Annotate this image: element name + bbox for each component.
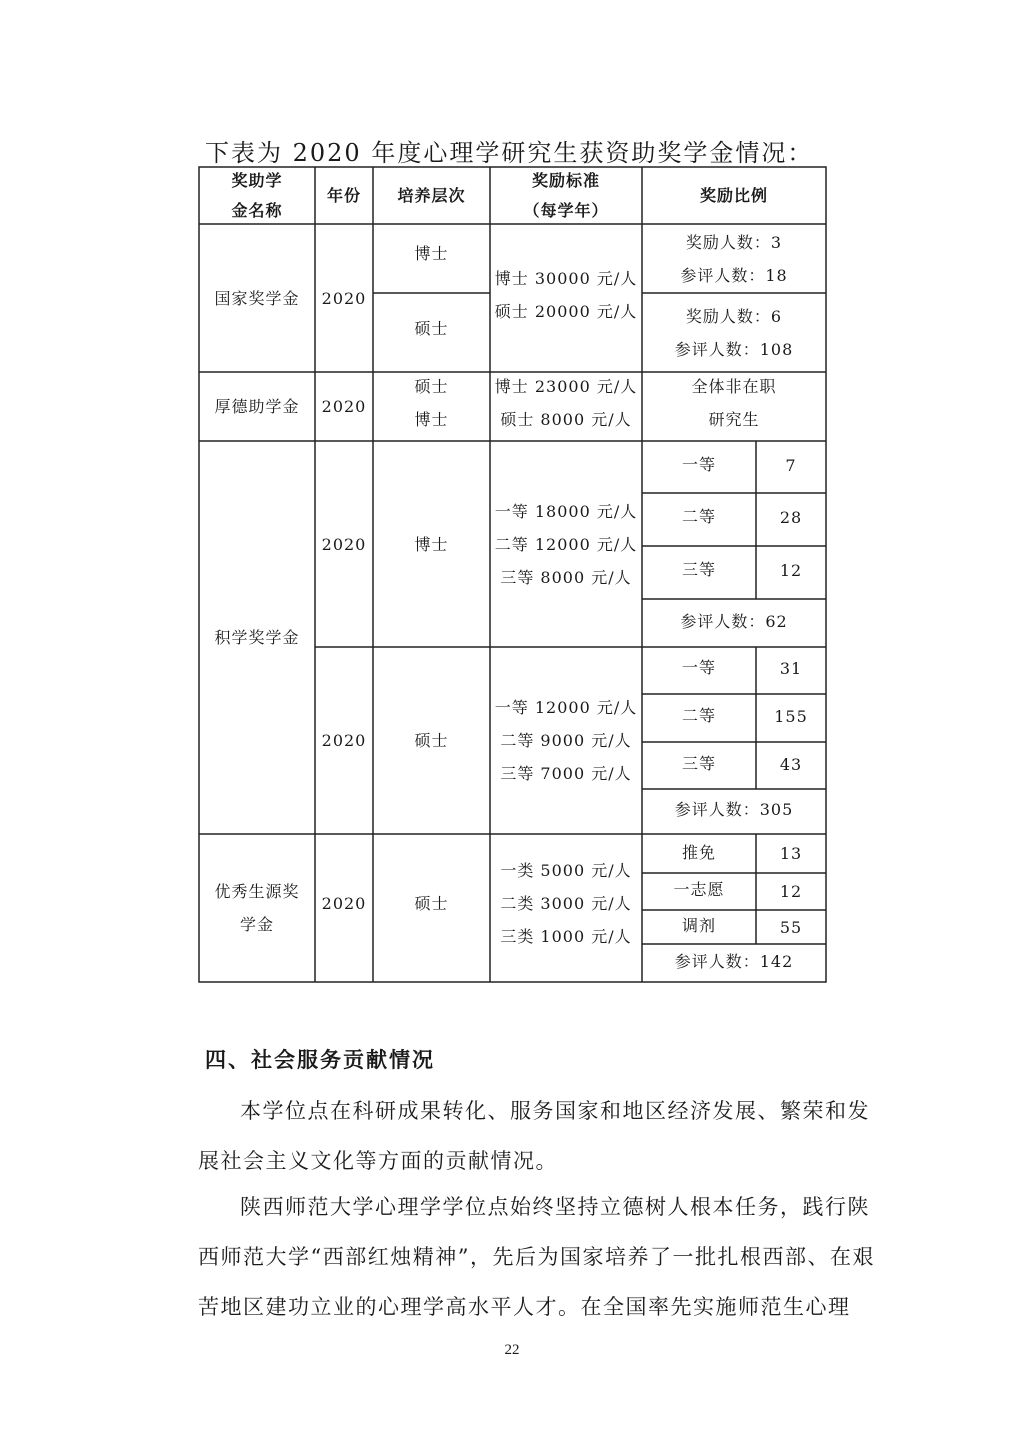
youxiu-name: 优秀生源奖 学金 (214, 882, 300, 934)
youxiu-type-count: 55 (779, 917, 803, 937)
youxiu-year: 2020 (321, 893, 367, 913)
youxiu-type-count: 13 (779, 844, 803, 863)
youxiu-level: 硕士 (414, 893, 449, 913)
header-name: 奖助学 金名称 (231, 170, 283, 220)
jixue-phd-grade-count: 12 (779, 560, 803, 580)
national-standard: 博士 30000 元/人 硕士 20000 元/人 (494, 269, 638, 321)
houde-ratio: 全体非在职 研究生 (691, 376, 777, 429)
national-ratio-phd: 奖励人数：3 参评人数：18 (680, 232, 788, 285)
national-year: 2020 (321, 288, 367, 308)
jixue-master-standard: 一等 12000 元/人 二等 9000 元/人 三等 7000 元/人 (494, 698, 638, 783)
paragraph: 本学位点在科研成果转化、服务国家和地区经济发展、繁荣和发展社会主义文化等方面的贡献情况。 (198, 1099, 870, 1173)
jixue-name: 积学奖学金 (214, 628, 300, 647)
youxiu-type-label: 一志愿 (673, 880, 725, 899)
header-standard: 奖励标准 （每学年） (523, 170, 609, 220)
houde-year: 2020 (321, 397, 367, 416)
jixue-master-grade-label: 三等 (681, 753, 716, 773)
jixue-phd-grade-count: 7 (785, 455, 797, 475)
header-year: 年份 (326, 185, 361, 205)
jixue-phd-level: 博士 (414, 534, 449, 554)
houde-level: 硕士 博士 (414, 376, 449, 429)
jixue-phd-grade-label: 三等 (681, 559, 716, 579)
paragraph: 陕西师范大学心理学学位点始终坚持立德树人根本任务，践行陕西师范大学“西部红烛精神”，先后为国家培养了一批扎根西部、在艰苦地区建功立业的心理学高水平人才。在全国率先实施师范生心理 (198, 1195, 875, 1319)
jixue-master-grade-label: 二等 (681, 705, 716, 725)
jixue-master-grade-count: 155 (774, 706, 808, 726)
header-ratio: 奖励比例 (699, 185, 768, 205)
jixue-phd-grade-label: 二等 (681, 506, 716, 526)
youxiu-standard: 一类 5000 元/人 二类 3000 元/人 三类 1000 元/人 (500, 860, 632, 946)
jixue-phd-grade-count: 28 (779, 507, 803, 527)
section-heading: 四、社会服务贡献情况 (205, 1048, 435, 1072)
table-caption: 下表为 2020 年度心理学研究生获资助奖学金情况： (205, 139, 814, 167)
houde-name: 厚德助学金 (214, 397, 300, 416)
youxiu-type-label: 调剂 (681, 916, 716, 935)
youxiu-type-count: 12 (779, 882, 803, 901)
youxiu-participants: 参评人数：142 (674, 951, 794, 971)
page-number: 22 (504, 1342, 520, 1358)
national-level-phd: 博士 (414, 243, 449, 263)
national-level-master: 硕士 (414, 318, 449, 338)
jixue-master-participants: 参评人数：305 (674, 799, 794, 819)
national-ratio-master: 奖励人数：6 参评人数：108 (674, 306, 794, 359)
jixue-master-level: 硕士 (414, 731, 449, 750)
jixue-master-year: 2020 (321, 731, 367, 750)
national-name: 国家奖学金 (214, 288, 300, 308)
jixue-phd-participants: 参评人数：62 (680, 611, 788, 631)
jixue-phd-year: 2020 (321, 534, 367, 554)
header-level: 培养层次 (397, 185, 466, 205)
jixue-phd-grade-label: 一等 (681, 454, 716, 474)
jixue-master-grade-count: 43 (779, 754, 803, 774)
houde-standard: 博士 23000 元/人 硕士 8000 元/人 (494, 376, 638, 429)
jixue-master-grade-label: 一等 (681, 657, 716, 677)
jixue-master-grade-count: 31 (779, 658, 803, 678)
youxiu-type-label: 推免 (681, 842, 716, 862)
jixue-phd-standard: 一等 18000 元/人 二等 12000 元/人 三等 8000 元/人 (494, 501, 638, 587)
